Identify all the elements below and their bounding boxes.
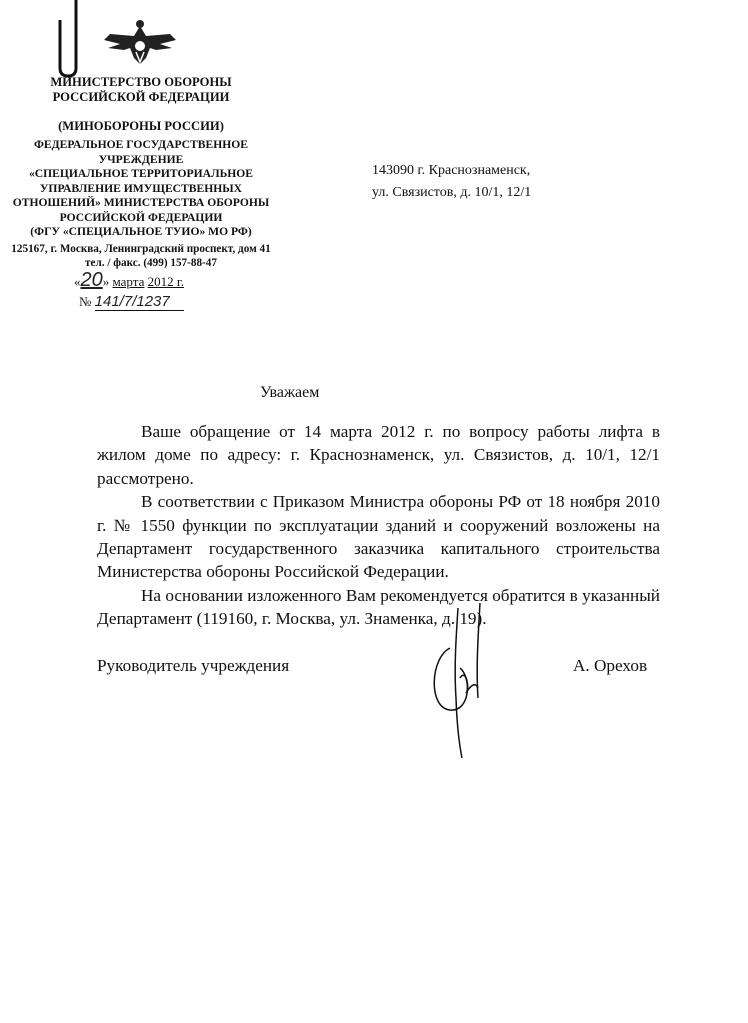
number-label: №	[79, 294, 92, 309]
handwritten-signature	[420, 598, 500, 763]
letter-date	[74, 270, 184, 290]
quote: «	[74, 274, 81, 289]
quote: »	[102, 274, 110, 289]
date-month: марта	[112, 274, 145, 289]
paragraph: На основании изложенного Вам рекомендуется обратится в указанный Департамент (119160, г. Москва, ул. Знаменка, д. 19).	[97, 585, 660, 629]
paper-clip-mark	[55, 0, 85, 80]
number-value: 141/7/1237	[95, 293, 184, 311]
signatory-position: Руководитель учреждения	[97, 656, 290, 675]
eagle-emblem-icon	[100, 18, 180, 68]
letter-number	[79, 293, 184, 311]
letterhead	[0, 75, 282, 271]
ministry-name-2: РОССИЙСКОЙ ФЕДЕРАЦИИ	[52, 90, 230, 104]
paragraph: В соответствии с Приказом Министра обороны РФ от 18 ноября 2010 г. № 1550 функции по эксплуатации зданий и сооружений возложены на Департамент государственного заказчика капитального строительства Министерства обороны Российской Федерации.	[97, 492, 660, 582]
org-address: 125167, г. Москва, Ленинградский проспект, дом 41	[11, 242, 271, 255]
recipient-address	[372, 160, 531, 204]
org-line: ФЕДЕРАЛЬНОЕ ГОСУДАРСТВЕННОЕ	[33, 138, 249, 151]
org-line: УПРАВЛЕНИЕ ИМУЩЕСТВЕННЫХ	[39, 181, 243, 195]
recipient-line: 143090 г. Краснознаменск,	[372, 163, 531, 178]
letter-body	[97, 420, 660, 631]
signatory-name: А. Орехов	[573, 656, 648, 675]
ministry-short: (МИНОБОРОНЫ РОССИИ)	[58, 119, 224, 133]
org-line: «СПЕЦИАЛЬНОЕ ТЕРРИТОРИАЛЬНОЕ	[28, 167, 254, 180]
org-line: РОССИЙСКОЙ ФЕДЕРАЦИИ	[59, 210, 223, 224]
salutation: Уважаем	[260, 384, 320, 401]
org-phone: тел. / факс. (499) 157-88-47	[85, 257, 217, 269]
date-year: 2012 г.	[147, 274, 184, 289]
recipient-line: ул. Связистов, д. 10/1, 12/1	[372, 185, 532, 200]
ministry-name: МИНИСТЕРСТВО ОБОРОНЫ	[50, 75, 232, 89]
org-line: (ФГУ «СПЕЦИАЛЬНОЕ ТУИО» МО РФ)	[30, 225, 252, 238]
date-day: 20	[80, 269, 103, 291]
org-line: ОТНОШЕНИЙ» МИНИСТЕРСТВА ОБОРОНЫ	[12, 196, 270, 209]
org-line: УЧРЕЖДЕНИЕ	[98, 152, 184, 166]
paragraph: Ваше обращение от 14 марта 2012 г. по вопросу работы лифта в жилом доме по адресу: г. Краснознаменск, ул. Связистов, д. 10/1, 12/1 рассмотрено.	[97, 422, 660, 488]
